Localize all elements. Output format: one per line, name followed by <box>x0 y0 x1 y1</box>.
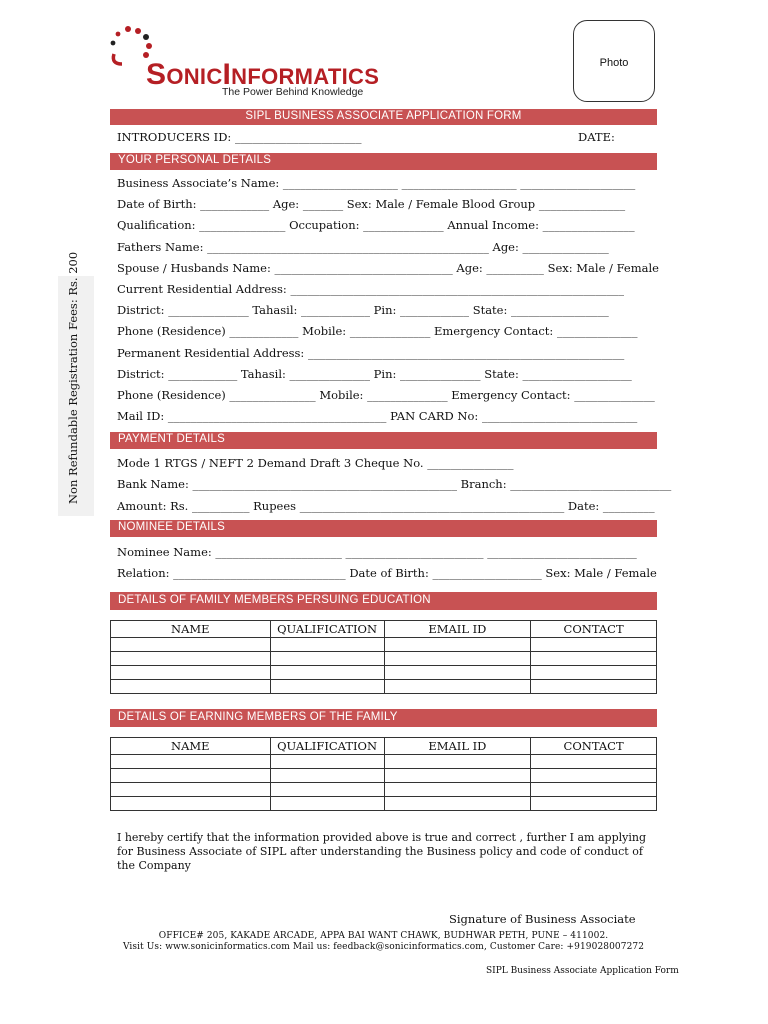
table-header-row <box>111 621 657 638</box>
photo-box: Photo <box>573 20 655 102</box>
table-header-row <box>111 738 657 755</box>
personal-line-dob[interactable]: Date of Birth: ____________ Age: _______ Sex: Male / Female Blood Group _______________ <box>117 197 626 211</box>
date-field[interactable]: DATE: <box>578 130 615 144</box>
personal-line-permanent-address[interactable]: Permanent Residential Address: _______________________________________________________ <box>117 346 625 360</box>
table-cell[interactable] <box>531 797 657 811</box>
education-members-header: DETAILS OF FAMILY MEMBERS PERSUING EDUCATION <box>110 592 657 610</box>
nominee-line-relation[interactable]: Relation: ______________________________ Date of Birth: ___________________ Sex: Male / Female <box>117 566 657 580</box>
table-cell[interactable] <box>111 797 271 811</box>
footer-label: SIPL Business Associate Application Form <box>486 966 679 976</box>
personal-line-current-address[interactable]: Current Residential Address: __________________________________________________________ <box>117 282 624 296</box>
table-cell[interactable] <box>270 755 384 769</box>
table-cell[interactable] <box>111 783 271 797</box>
table-cell[interactable] <box>270 769 384 783</box>
personal-line-qualification[interactable]: Qualification: _______________ Occupation: ______________ Annual Income: ________________ <box>117 218 635 232</box>
table-cell[interactable] <box>384 652 531 666</box>
table-cell[interactable] <box>531 638 657 652</box>
personal-line-current-district[interactable]: District: ______________ Tahasil: ____________ Pin: ____________ State: _________________ <box>117 303 609 317</box>
table-cell[interactable] <box>270 666 384 680</box>
col-contact: CONTACT <box>531 738 657 755</box>
table-cell[interactable] <box>531 783 657 797</box>
table-cell[interactable] <box>111 680 271 694</box>
table-row[interactable] <box>111 680 657 694</box>
personal-line-permanent-district[interactable]: District: ____________ Tahasil: ______________ Pin: ______________ State: ___________________ <box>117 367 632 381</box>
registration-fee-note: Non Refundable Registration Fees: Rs. 200 <box>66 251 80 504</box>
form-title-bar: SIPL BUSINESS ASSOCIATE APPLICATION FORM <box>110 109 657 125</box>
earning-members-table <box>110 737 657 811</box>
nominee-details-header: NOMINEE DETAILS <box>110 520 657 537</box>
table-cell[interactable] <box>384 755 531 769</box>
payment-line-amount[interactable]: Amount: Rs. __________ Rupees ______________________________________________ Date: _________ <box>117 499 655 513</box>
table-cell[interactable] <box>531 755 657 769</box>
col-email: EMAIL ID <box>384 738 531 755</box>
table-cell[interactable] <box>270 797 384 811</box>
table-cell[interactable] <box>384 769 531 783</box>
contact-info: Visit Us: www.sonicinformatics.com Mail us: feedback@sonicinformatics.com, Customer Care: +919028007272 <box>122 942 645 952</box>
table-cell[interactable] <box>531 680 657 694</box>
col-qualification: QUALIFICATION <box>270 621 384 638</box>
table-cell[interactable] <box>270 638 384 652</box>
certification-text: I hereby certify that the information provided above is true and correct , further I am applying for Business Associate of SIPL after understanding the Business policy and code of conduct of the Company <box>117 831 646 872</box>
col-email: EMAIL ID <box>384 621 531 638</box>
introducer-field[interactable]: INTRODUCERS ID: ______________________ <box>117 130 362 144</box>
table-row[interactable] <box>111 666 657 680</box>
table-cell[interactable] <box>384 783 531 797</box>
logo-tagline: The Power Behind Knowledge <box>222 86 364 98</box>
personal-line-father[interactable]: Fathers Name: _________________________________________________ Age: _______________ <box>117 240 609 254</box>
col-contact: CONTACT <box>531 621 657 638</box>
table-cell[interactable] <box>531 666 657 680</box>
table-cell[interactable] <box>111 638 271 652</box>
col-name: NAME <box>111 621 271 638</box>
table-cell[interactable] <box>270 652 384 666</box>
table-cell[interactable] <box>531 652 657 666</box>
table-cell[interactable] <box>111 769 271 783</box>
logo-wordmark: SONICINFORMATICS <box>146 58 380 91</box>
table-row[interactable] <box>111 652 657 666</box>
table-cell[interactable] <box>384 797 531 811</box>
table-row[interactable] <box>111 755 657 769</box>
signature-label: Signature of Business Associate <box>449 912 636 926</box>
payment-line-bank[interactable]: Bank Name: ______________________________________________ Branch: ____________________________ <box>117 477 672 491</box>
personal-line-mail[interactable]: Mail ID: ______________________________________ PAN CARD No: ___________________________ <box>117 409 638 423</box>
nominee-line-name[interactable]: Nominee Name: ______________________ ________________________ __________________________ <box>117 545 637 559</box>
personal-line-name[interactable]: Business Associate’s Name: ____________________ ____________________ ____________________ <box>117 176 636 190</box>
table-cell[interactable] <box>270 680 384 694</box>
personal-line-spouse[interactable]: Spouse / Husbands Name: _______________________________ Age: __________ Sex: Male / Female <box>117 261 659 275</box>
personal-line-current-phone[interactable]: Phone (Residence) ____________ Mobile: ______________ Emergency Contact: ______________ <box>117 324 638 338</box>
personal-details-header: YOUR PERSONAL DETAILS <box>110 153 657 170</box>
table-row[interactable] <box>111 638 657 652</box>
office-address: OFFICE# 205, KAKADE ARCADE, APPA BAI WANT CHAWK, BUDHWAR PETH, PUNE – 411002. <box>158 931 609 941</box>
table-cell[interactable] <box>270 783 384 797</box>
table-cell[interactable] <box>384 680 531 694</box>
education-members-table <box>110 620 657 694</box>
table-cell[interactable] <box>384 666 531 680</box>
table-cell[interactable] <box>111 652 271 666</box>
table-row[interactable] <box>111 797 657 811</box>
table-cell[interactable] <box>111 755 271 769</box>
table-row[interactable] <box>111 769 657 783</box>
personal-line-permanent-phone[interactable]: Phone (Residence) _______________ Mobile: ______________ Emergency Contact: ______________ <box>117 388 655 402</box>
introducer-row <box>117 130 657 144</box>
payment-details-header: PAYMENT DETAILS <box>110 432 657 449</box>
col-name: NAME <box>111 738 271 755</box>
col-qualification: QUALIFICATION <box>270 738 384 755</box>
table-cell[interactable] <box>111 666 271 680</box>
table-cell[interactable] <box>531 769 657 783</box>
payment-line-mode[interactable]: Mode 1 RTGS / NEFT 2 Demand Draft 3 Cheque No. _______________ <box>117 456 514 470</box>
table-row[interactable] <box>111 783 657 797</box>
earning-members-header: DETAILS OF EARNING MEMBERS OF THE FAMILY <box>110 709 657 727</box>
table-cell[interactable] <box>384 638 531 652</box>
